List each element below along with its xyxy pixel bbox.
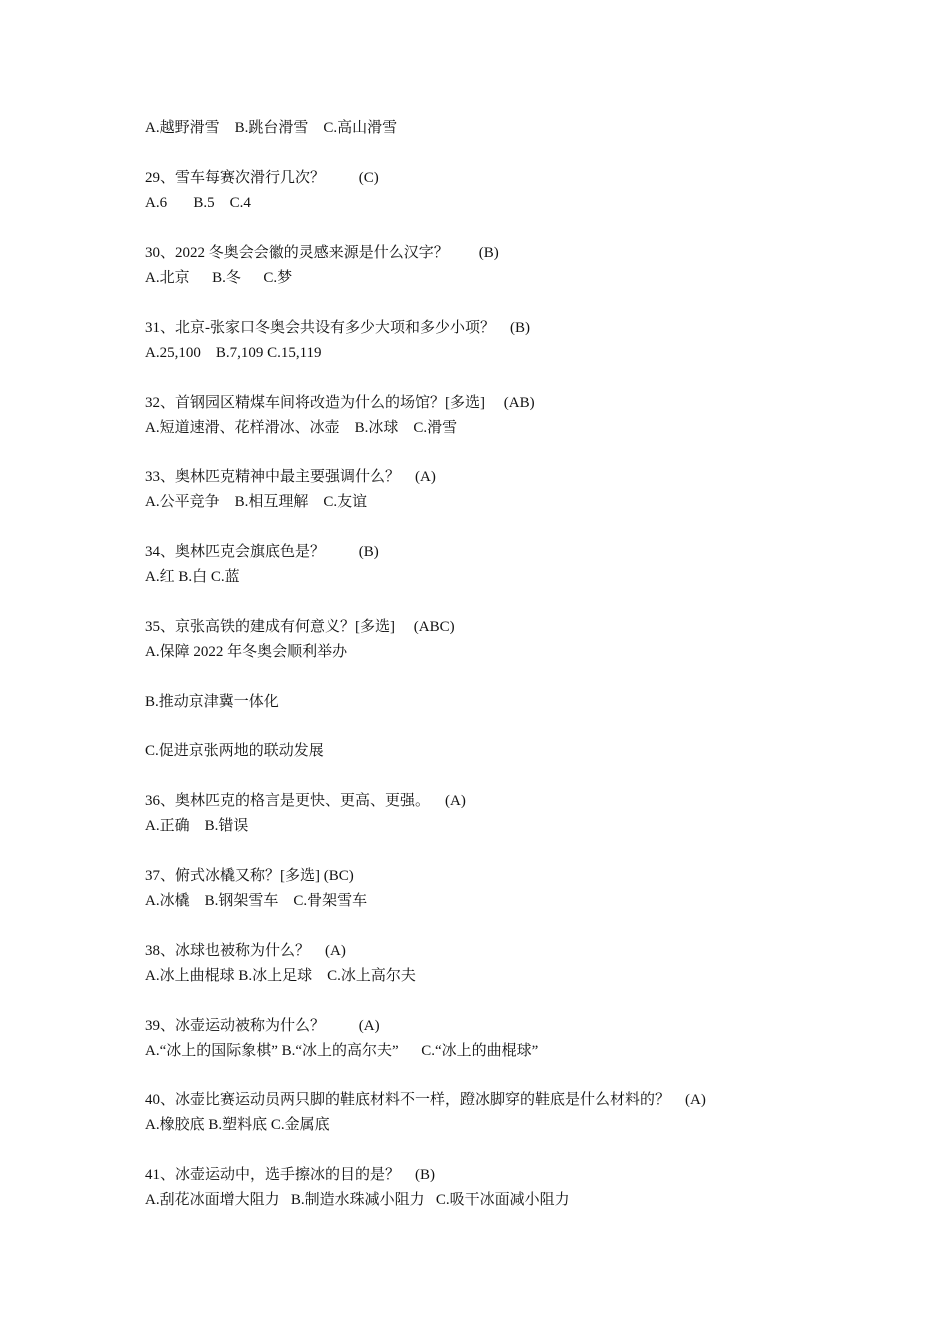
options-36: A.正确 B.错误 (145, 818, 249, 834)
options-39: A.“冰上的国际象棋” B.“冰上的高尔夫” C.“冰上的曲棍球” (145, 1043, 539, 1059)
question-33: 33、奥林匹克精神中最主要强调什么？ (A) (145, 469, 436, 485)
options-37: A.冰橇 B.钢架雪车 C.骨架雪车 (145, 893, 368, 909)
question-35: 35、京张高铁的建成有何意义？[多选] (ABC) (145, 619, 455, 635)
question-31: 31、北京-张家口冬奥会共设有多少大项和多少小项？ (B) (145, 320, 530, 336)
options-30: A.北京 B.冬 C.梦 (145, 270, 293, 286)
options-38: A.冰上曲棍球 B.冰上足球 C.冰上高尔夫 (145, 968, 416, 984)
options-29: A.6 B.5 C.4 (145, 195, 251, 211)
options-33: A.公平竞争 B.相互理解 C.友谊 (145, 494, 368, 510)
options-34: A.红 B.白 C.蓝 (145, 569, 240, 585)
question-34: 34、奥林匹克会旗底色是？ (B) (145, 544, 379, 560)
options-31: A.25,100 B.7,109 C.15,119 (145, 345, 322, 361)
question-41: 41、冰壶运动中，选手擦冰的目的是？ (B) (145, 1167, 435, 1183)
options-41: A.刮花冰面增大阻力 B.制造水珠减小阻力 C.吸干冰面减小阻力 (145, 1192, 570, 1208)
question-38: 38、冰球也被称为什么？ (A) (145, 943, 346, 959)
question-37: 37、俯式冰橇又称？[多选] (BC) (145, 868, 354, 884)
question-32: 32、首钢园区精煤车间将改造为什么的场馆？[多选] (AB) (145, 395, 535, 411)
question-36: 36、奥林匹克的格言是更快、更高、更强。 (A) (145, 793, 466, 809)
question-29: 29、雪车每赛次滑行几次？ (C) (145, 170, 379, 186)
question-39: 39、冰壶运动被称为什么？ (A) (145, 1018, 380, 1034)
question-40: 40、冰壶比赛运动员两只脚的鞋底材料不一样，蹬冰脚穿的鞋底是什么材料的？ (A) (145, 1092, 706, 1108)
options-40: A.橡胶底 B.塑料底 C.金属底 (145, 1117, 330, 1133)
option-35c: C.促进京张两地的联动发展 (145, 743, 324, 759)
option-line-28: A.越野滑雪 B.跳台滑雪 C.高山滑雪 (145, 120, 398, 136)
option-35a: A.保障 2022 年冬奥会顺利举办 (145, 644, 348, 660)
question-30: 30、2022 冬奥会会徽的灵感来源是什么汉字？ (B) (145, 245, 499, 261)
option-35b: B.推动京津冀一体化 (145, 694, 279, 710)
options-32: A.短道速滑、花样滑冰、冰壶 B.冰球 C.滑雪 (145, 420, 458, 436)
